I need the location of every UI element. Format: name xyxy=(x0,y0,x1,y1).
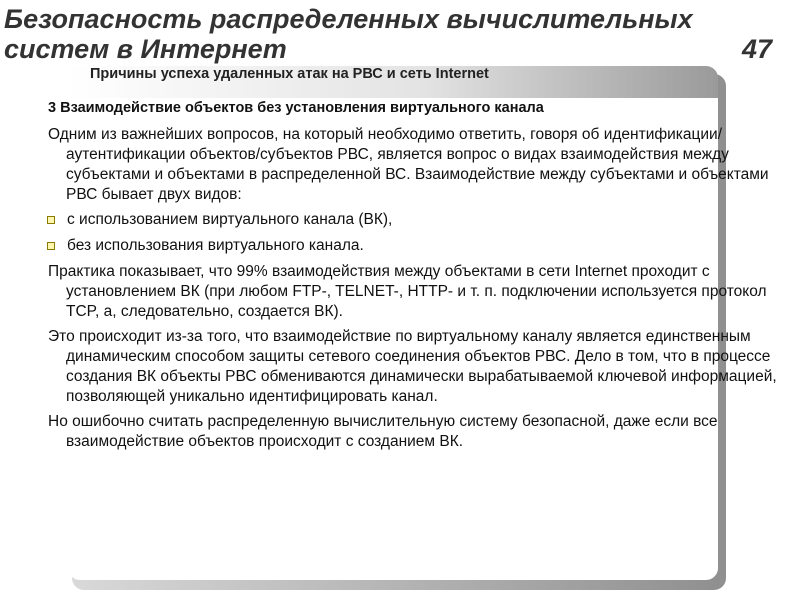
bullet-item-with-vc xyxy=(48,210,788,230)
slide-subtitle: Причины успеха удаленных атак на РВС и сеть Internet xyxy=(90,66,489,82)
paragraph-conclusion: Но ошибочно считать распределенную вычислительную систему безопасной, даже если все взаимодействие объектов происходит с созданием ВК. xyxy=(48,413,718,450)
paragraph-interaction-types: Одним из важнейших вопросов, на который необходимо ответить, говоря об идентификации/аутентификации объектов/субъектов РВС, является вопрос о видах взаимодействия между субъектами и объектами в распределенной ВС. Взаимодействие между субъектами и объектами РВС бывает двух видов: xyxy=(48,126,769,203)
square-bullet-icon xyxy=(47,242,55,250)
paragraph-reason: Это происходит из-за того, что взаимодействие по виртуальному каналу является единственным динамическим способом защиты сетевого соединения объектов РВС. Дело в том, что в процессе создания ВК объекты РВС обмениваются динамически вырабатываемой ключевой информацией, позволяющей уникально идентифицировать канал. xyxy=(48,328,777,405)
bullet-item-label: с использованием виртуального канала (ВК), xyxy=(67,211,393,228)
square-bullet-icon xyxy=(47,216,55,224)
slide-title: Безопасность распределенных вычислительных систем в Интернет xyxy=(4,4,693,64)
bullet-item-label: без использования виртуального канала. xyxy=(67,237,364,254)
bullet-item-without-vc xyxy=(48,236,788,256)
paragraph-practice: Практика показывает, что 99% взаимодействия между объектами в сети Internet проходит с установлением ВК (при любом FTP-, TELNET-, HTTP- и т. п. подключении используется протокол TCP, а, следовательно, создается ВК). xyxy=(48,263,767,320)
page-number: 47 xyxy=(741,34,772,64)
slide-body xyxy=(48,99,788,457)
section-heading: 3 Взаимодействие объектов без установления виртуального канала xyxy=(48,100,544,116)
